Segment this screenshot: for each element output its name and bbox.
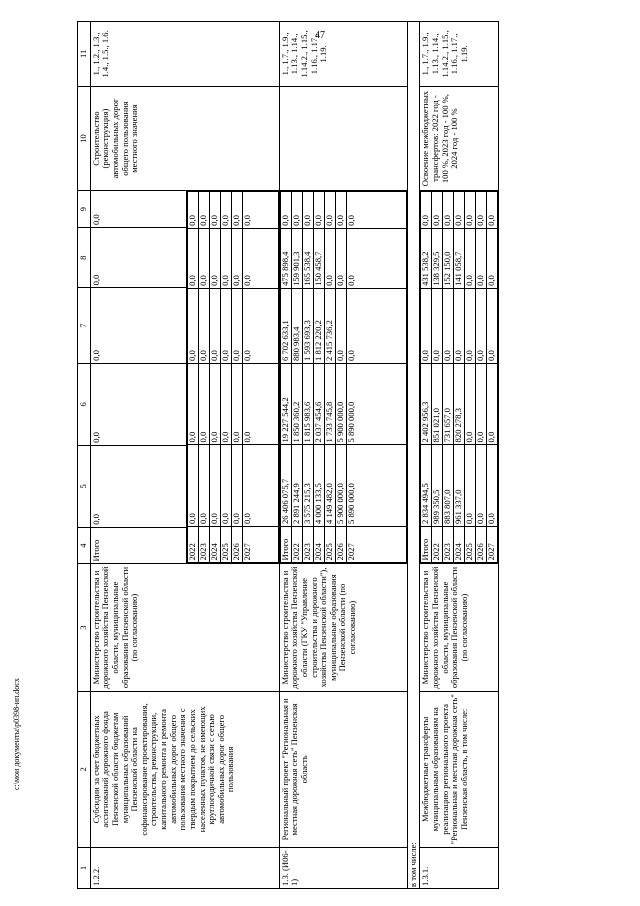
year-row: [324, 192, 335, 563]
section-label: в том числе:: [407, 22, 420, 889]
value-cell: 0,0: [231, 445, 242, 527]
value-cell: 165 538,4: [302, 228, 313, 288]
year-row: [187, 192, 198, 563]
value-cell: 152 150,0: [443, 228, 454, 288]
value-cell: 0,0: [231, 228, 242, 288]
value-cell: 0,0: [90, 288, 186, 363]
value-cell: 0,0: [231, 363, 242, 445]
year-cell: 2025: [220, 526, 231, 562]
value-cell: 0,0: [90, 363, 186, 445]
value-cell: 0,0: [209, 288, 220, 363]
value-cell: 0,0: [487, 363, 498, 445]
value-cell: 0,0: [454, 192, 465, 229]
year-cell: 2025: [324, 526, 335, 562]
year-cell: 2023: [198, 526, 209, 562]
value-cell: 2 891 244,9: [291, 445, 302, 527]
value-cell: 0,0: [421, 192, 432, 229]
header-cell: 6: [78, 363, 91, 445]
year-row: [421, 192, 432, 563]
value-cell: 0,0: [187, 228, 198, 288]
value-cell: 0,0: [324, 228, 335, 288]
row-name: Субсидии за счет бюджетных ассигнований дорожного фонда Пензенской области бюджетам муниципальных образований Пензенской области на софинансирование проектирования, строительства, реконструкции, капитального ремонта и ремонта автомобильных дорог общего пользования местного значения с твердым покрытием до сельских населенных пунктов, не имеющих круглогодичной связи с сетью автомобильных дорог общего пользования: [90, 691, 279, 847]
row-result: Строительство (реконструкция) автомобильных дорог общего пользования местного значения: [90, 86, 279, 191]
value-cell: 0,0: [198, 445, 209, 527]
year-cell: Итого: [421, 526, 432, 562]
header-cell: 2: [78, 691, 91, 847]
value-cell: 880 983,4: [291, 288, 302, 363]
value-cell: 0,0: [280, 192, 291, 229]
value-cell: 0,0: [454, 288, 465, 363]
value-cell: 5 890 000,0: [346, 445, 406, 527]
row-name: Региональный проект "Региональная и местная дорожная сеть" Пензенская область: [279, 691, 407, 847]
value-cell: 0,0: [242, 192, 278, 229]
value-cell: 0,0: [476, 192, 487, 229]
year-row: [465, 192, 476, 563]
value-cell: 26 406 075,7: [280, 445, 291, 527]
year-row: [209, 192, 220, 563]
year-cell: 2026: [231, 526, 242, 562]
table-row: [279, 22, 407, 889]
header-cell: 8: [78, 228, 91, 288]
value-cell: 0,0: [231, 192, 242, 229]
year-cell: Итого: [90, 527, 186, 564]
value-cell: 138 329,5: [432, 228, 443, 288]
year-cell: 2023: [302, 526, 313, 562]
header-cell: 11: [78, 22, 91, 87]
value-cell: 0,0: [487, 445, 498, 527]
header-cell: 1: [78, 848, 91, 889]
year-row: [280, 192, 291, 563]
value-cell: 0,0: [487, 192, 498, 229]
value-cell: 0,0: [90, 228, 186, 288]
row-number: 1.3.1.: [420, 848, 499, 889]
value-cell: 0,0: [476, 445, 487, 527]
value-cell: 0,0: [242, 363, 278, 445]
value-cell: 0,0: [335, 192, 346, 229]
year-row: [291, 192, 302, 563]
year-cell: 2027: [487, 526, 498, 562]
value-cell: 0,0: [209, 445, 220, 527]
value-cell: 5 890 000,0: [346, 363, 406, 445]
value-cell: 0,0: [465, 192, 476, 229]
value-cell: 0,0: [421, 288, 432, 363]
value-cell: 0,0: [242, 445, 278, 527]
value-cell: 0,0: [198, 363, 209, 445]
page-number: 47: [315, 30, 325, 41]
header-row: [78, 22, 91, 889]
value-cell: 1 733 745,8: [324, 363, 335, 445]
value-cell: 3 575 215,3: [302, 445, 313, 527]
value-cell: 0,0: [187, 363, 198, 445]
value-cell: 19 227 544,2: [280, 363, 291, 445]
value-cell: 0,0: [209, 228, 220, 288]
value-cell: 4 149 482,0: [324, 445, 335, 527]
year-cell: 2027: [242, 526, 278, 562]
value-cell: 0,0: [335, 228, 346, 288]
row-result: Освоение межбюджетных трансфертов: 2022 год - 100 %, 2023 год - 100 %, 2024 год - 100 %: [420, 86, 499, 191]
value-cell: 0,0: [487, 228, 498, 288]
value-cell: 0,0: [187, 445, 198, 527]
year-row: [443, 192, 454, 563]
year-row: [454, 192, 465, 563]
value-cell: 0,0: [198, 288, 209, 363]
value-cell: 5 900 000,0: [335, 363, 346, 445]
section-row: [407, 22, 420, 889]
value-cell: 0,0: [90, 191, 186, 228]
value-cell: 0,0: [220, 228, 231, 288]
row-result: [279, 86, 407, 191]
year-row: [487, 192, 498, 563]
header-cell: 10: [78, 86, 91, 191]
row-indicators: 1., 1.2., 1.3., 1.4., 1.5., 1.6.: [90, 22, 279, 87]
program-table: [77, 21, 499, 889]
footer-path: c:\мои документы\p0398-ип.docx: [12, 678, 21, 790]
value-cell: 883 807,0: [443, 445, 454, 527]
value-cell: 851 021,0: [432, 363, 443, 445]
value-cell: 0,0: [90, 445, 186, 527]
header-cell: 4: [78, 527, 91, 564]
year-cell: 2022: [291, 526, 302, 562]
table-row: [90, 22, 186, 889]
value-cell: 0,0: [346, 288, 406, 363]
value-cell: 0,0: [432, 288, 443, 363]
year-row: [231, 192, 242, 563]
year-row: [432, 192, 443, 563]
year-row: [242, 192, 278, 563]
year-cell: 2026: [476, 526, 487, 562]
value-cell: 0,0: [476, 288, 487, 363]
value-cell: 1 850 360,2: [291, 363, 302, 445]
row-indicators: 1., 1.7., 1.9., 1.13., 1.14., 1.14.2., 1.15., 1.16., 1.17., 1.19.: [279, 22, 407, 87]
value-cell: 1 815 983,6: [302, 363, 313, 445]
year-row: [476, 192, 487, 563]
year-row: [313, 192, 324, 563]
value-cell: 0,0: [346, 228, 406, 288]
year-cell: 2026: [335, 526, 346, 562]
value-cell: 820 278,3: [454, 363, 465, 445]
value-cell: 2 402 956,3: [421, 363, 432, 445]
value-cell: 1 593 693,3: [302, 288, 313, 363]
year-row: [346, 192, 406, 563]
value-cell: 0,0: [242, 288, 278, 363]
year-breakdown: [279, 191, 407, 564]
row-indicators: 1., 1.7., 1.9., 1.13., 1.14., 1.14.2., 1.15., 1.16., 1.17., 1.19.: [420, 22, 499, 87]
header-cell: 9: [78, 191, 91, 228]
value-cell: 1 812 220,2: [313, 288, 324, 363]
year-breakdown: [420, 191, 499, 564]
value-cell: 0,0: [302, 192, 313, 229]
row-executor: Министерство строительства и дорожного хозяйства Пензенской области, муниципальные образования Пензенской области (по согласованию): [90, 564, 279, 691]
value-cell: 4 000 133,5: [313, 445, 324, 527]
year-row: [335, 192, 346, 563]
row-number: 1.2.2.: [90, 848, 279, 889]
year-cell: 2025: [465, 526, 476, 562]
year-cell: 2022: [187, 526, 198, 562]
value-cell: 0,0: [242, 228, 278, 288]
value-cell: 5 900 000,0: [335, 445, 346, 527]
value-cell: 0,0: [231, 288, 242, 363]
value-cell: 0,0: [198, 192, 209, 229]
row-executor: Министерство строительства и дорожного хозяйства Пензенской области (ГКУ "Управление строительства и дорожного хозяйства Пензенской области"), муниципальные образования Пензенской области (по согласованию): [279, 564, 407, 691]
value-cell: 0,0: [209, 363, 220, 445]
year-cell: 2027: [346, 526, 406, 562]
value-cell: 0,0: [465, 228, 476, 288]
value-cell: 0,0: [209, 192, 220, 229]
value-cell: 961 337,0: [454, 445, 465, 527]
value-cell: 731 657,0: [443, 363, 454, 445]
value-cell: 0,0: [220, 192, 231, 229]
value-cell: 431 538,2: [421, 228, 432, 288]
value-cell: 0,0: [432, 192, 443, 229]
year-breakdown: [186, 191, 279, 564]
rotated-table-wrapper: [77, 21, 607, 889]
value-cell: 0,0: [324, 192, 335, 229]
row-number: 1.3. (И06-1): [279, 848, 407, 889]
value-cell: 0,0: [220, 363, 231, 445]
header-cell: 5: [78, 445, 91, 527]
value-cell: 0,0: [443, 192, 454, 229]
value-cell: 2 415 736,2: [324, 288, 335, 363]
value-cell: 2 834 494,5: [421, 445, 432, 527]
row-executor: Министерство строительства и дорожного хозяйства Пензенской области, муниципальные образования Пензенской области (по согласованию): [420, 564, 499, 691]
value-cell: 0,0: [465, 445, 476, 527]
value-cell: 0,0: [313, 192, 324, 229]
value-cell: 150 458,7: [313, 228, 324, 288]
value-cell: 0,0: [346, 192, 406, 229]
year-cell: 2024: [209, 526, 220, 562]
year-row: [198, 192, 209, 563]
header-cell: 7: [78, 288, 91, 363]
value-cell: 0,0: [465, 288, 476, 363]
year-cell: 2023: [443, 526, 454, 562]
year-cell: 2022: [432, 526, 443, 562]
value-cell: 2 037 454,6: [313, 363, 324, 445]
table-row: [420, 22, 499, 889]
year-cell: 2024: [313, 526, 324, 562]
value-cell: 475 898,4: [280, 228, 291, 288]
year-cell: Итого: [280, 526, 291, 562]
year-cell: 2024: [454, 526, 465, 562]
value-cell: 0,0: [443, 288, 454, 363]
value-cell: 989 350,5: [432, 445, 443, 527]
value-cell: 0,0: [187, 192, 198, 229]
value-cell: 0,0: [465, 363, 476, 445]
year-row: [220, 192, 231, 563]
value-cell: 0,0: [487, 288, 498, 363]
value-cell: 159 901,3: [291, 228, 302, 288]
value-cell: 0,0: [335, 288, 346, 363]
value-cell: 0,0: [220, 445, 231, 527]
value-cell: 6 702 633,1: [280, 288, 291, 363]
value-cell: 141 058,7: [454, 228, 465, 288]
value-cell: 0,0: [291, 192, 302, 229]
row-name: Межбюджетные трансферты муниципальным образованиям на реализацию регионального проекта "Региональная и местная дорожная сеть" Пензенская область, в том числе:: [420, 691, 499, 847]
value-cell: 0,0: [476, 228, 487, 288]
header-cell: 3: [78, 564, 91, 691]
year-row: [302, 192, 313, 563]
value-cell: 0,0: [220, 288, 231, 363]
value-cell: 0,0: [476, 363, 487, 445]
value-cell: 0,0: [198, 228, 209, 288]
value-cell: 0,0: [187, 288, 198, 363]
